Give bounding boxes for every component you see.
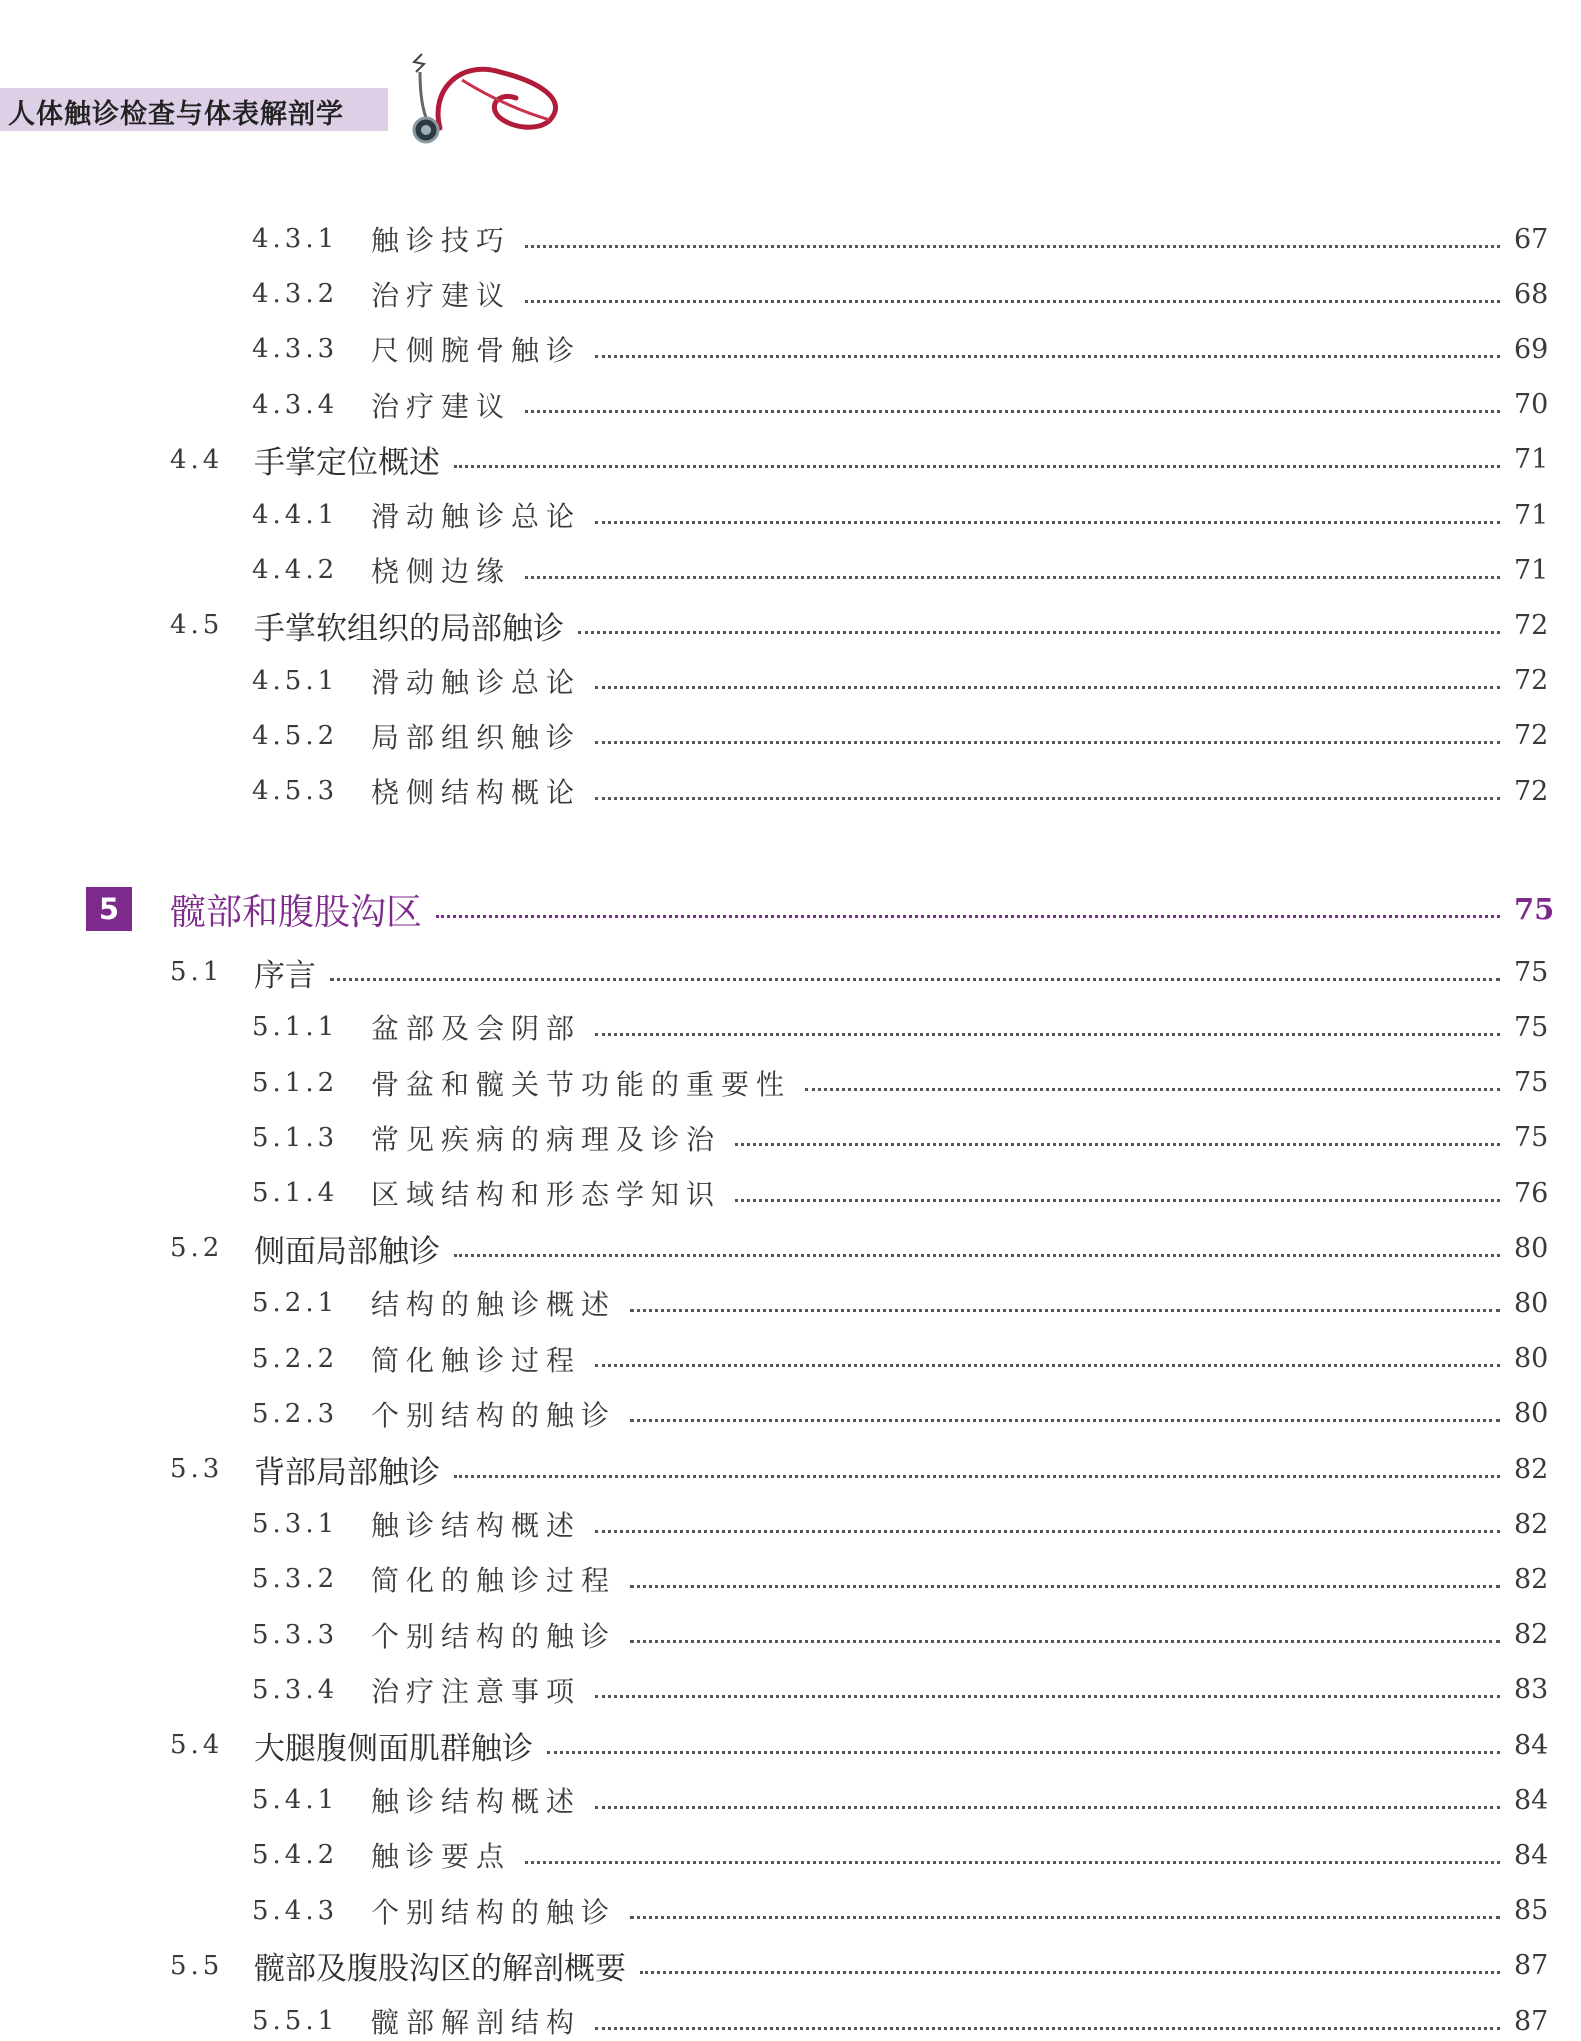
toc-entry-row[interactable] (252, 661, 1548, 701)
toc-entry-number: 5.3.4 (252, 1674, 339, 1705)
toc-entry-title: 区域结构和形态学知识 (371, 1178, 722, 1211)
toc-entry-title: 桡侧结构概论 (371, 776, 582, 809)
dot-leader (595, 1695, 1500, 1698)
dot-leader (595, 741, 1500, 744)
toc-entry-title: 常见疾病的病理及诊治 (371, 1122, 722, 1156)
toc-entry-number: 5.2 (170, 1233, 224, 1264)
toc-entry-number: 4.4 (170, 444, 224, 475)
toc-page-number: 69 (1514, 333, 1549, 365)
toc-entry-number: 4.5 (170, 610, 224, 641)
dot-leader (595, 355, 1500, 358)
toc-entry-number: 5.4 (170, 1730, 224, 1760)
dot-leader (436, 915, 1500, 918)
toc-page-number: 72 (1514, 775, 1549, 807)
toc-entry-row[interactable] (252, 1780, 1548, 1820)
toc-entry-number: 4.3.4 (252, 389, 339, 420)
toc-entry-title: 大腿腹侧面肌群触诊 (254, 1730, 533, 1767)
toc-entry-number: 5.4.2 (252, 1840, 339, 1871)
toc-page-number: 72 (1514, 720, 1549, 752)
toc-entry-number: 5.3.1 (252, 1509, 339, 1540)
toc-entry-row[interactable] (252, 1063, 1548, 1103)
toc-page-number: 75 (1514, 1122, 1549, 1154)
toc-entry-title: 简化触诊过程 (371, 1343, 582, 1377)
toc-entry-number: 4.5.3 (252, 776, 339, 806)
toc-entry-row[interactable] (252, 1339, 1548, 1379)
toc-entry-row[interactable] (252, 219, 1548, 259)
toc-page-number: 87 (1514, 2005, 1549, 2037)
toc-entry-title: 局部组织触诊 (371, 720, 582, 754)
toc-entry-title: 个别结构的触诊 (371, 1619, 617, 1653)
toc-entry-row[interactable] (252, 1118, 1548, 1158)
dot-leader (630, 1419, 1500, 1422)
chapter-title: 髋部和腹股沟区 (170, 891, 423, 933)
toc-entry-number: 5.1.4 (252, 1178, 339, 1208)
toc-entry-number: 4.5.2 (252, 720, 339, 751)
toc-entry-row[interactable] (170, 440, 1548, 480)
dot-leader (525, 410, 1500, 413)
dot-leader (595, 1530, 1500, 1533)
toc-entry-title: 背部局部触诊 (254, 1454, 440, 1491)
toc-entry-row[interactable] (252, 1670, 1548, 1710)
toc-entry-row[interactable] (170, 952, 1548, 992)
toc-page-number: 72 (1514, 665, 1549, 697)
toc-page-number: 72 (1514, 609, 1549, 641)
dot-leader (525, 245, 1500, 248)
toc-entry-row[interactable] (252, 1559, 1548, 1599)
toc-entry-number: 5.2.3 (252, 1398, 339, 1429)
toc-entry-number: 5.5.1 (252, 2006, 339, 2036)
toc-entry-number: 4.4.2 (252, 555, 339, 586)
toc-page-number: 85 (1514, 1895, 1549, 1927)
toc-page-number: 84 (1514, 1729, 1549, 1761)
toc-page-number: 87 (1514, 1950, 1549, 1982)
dot-leader (630, 1640, 1500, 1643)
toc-entry-number: 5.1.1 (252, 1012, 339, 1043)
toc-entry-title: 触诊要点 (371, 1840, 512, 1874)
toc-entry-row[interactable] (252, 385, 1548, 425)
dot-leader (630, 1309, 1500, 1312)
toc-page-number: 82 (1514, 1453, 1549, 1485)
dot-leader (578, 631, 1500, 634)
toc-page-number: 80 (1514, 1398, 1549, 1430)
toc-entry-number: 4.3.2 (252, 279, 339, 310)
toc-page-number: 75 (1514, 956, 1549, 988)
toc-entry-row[interactable] (252, 495, 1548, 535)
toc-entry-title: 手掌定位概述 (254, 445, 440, 482)
chapter-number-badge: 5 (86, 887, 132, 931)
dot-leader (630, 1585, 1500, 1588)
toc-page-number: 71 (1514, 499, 1549, 531)
toc-page-number: 75 (1514, 892, 1555, 927)
toc-entry-title: 治疗建议 (371, 389, 512, 423)
toc-page-number: 82 (1514, 1563, 1549, 1595)
toc-entry-number: 5.3.3 (252, 1619, 339, 1650)
toc-entry-row[interactable] (170, 1946, 1548, 1986)
dot-leader (525, 576, 1500, 579)
toc-entry-row[interactable] (252, 716, 1548, 756)
toc-entry-number: 4.3.1 (252, 224, 339, 254)
toc-page-number: 67 (1514, 223, 1549, 255)
toc-page-number: 84 (1514, 1839, 1549, 1871)
toc-entry-title: 尺侧腕骨触诊 (371, 334, 582, 368)
toc-entry-row[interactable] (170, 1449, 1548, 1489)
toc-entry-row[interactable] (252, 329, 1548, 369)
dot-leader (595, 1806, 1500, 1809)
toc-entry-row[interactable] (252, 771, 1548, 811)
dot-leader (330, 978, 1500, 981)
toc-entry-row[interactable] (252, 1615, 1548, 1655)
toc-entry-row[interactable] (252, 1283, 1548, 1323)
toc-entry-number: 5.5 (170, 1950, 224, 1981)
toc-page-number: 75 (1514, 1067, 1549, 1099)
toc-page-number: 82 (1514, 1508, 1549, 1540)
toc-entry-number: 5.1.3 (252, 1122, 339, 1153)
dot-leader (525, 1861, 1500, 1864)
toc-entry-number: 5.3 (170, 1454, 224, 1484)
dot-leader (735, 1143, 1500, 1146)
toc-entry-title: 盆部及会阴部 (371, 1012, 582, 1046)
toc-page-number: 76 (1514, 1177, 1549, 1209)
toc-entry-row[interactable] (252, 1835, 1548, 1875)
toc-page-number: 71 (1514, 554, 1549, 586)
dot-leader (595, 686, 1500, 689)
toc-entry-title: 触诊结构概述 (371, 1509, 582, 1543)
toc-entry-title: 触诊技巧 (371, 224, 512, 257)
toc-entry-title: 骨盆和髋关节功能的重要性 (371, 1067, 792, 1101)
toc-entry-title: 触诊结构概述 (371, 1785, 582, 1819)
toc-entry-row[interactable] (252, 1504, 1548, 1544)
toc-entry-number: 5.3.2 (252, 1564, 339, 1595)
toc-entry-row[interactable] (170, 605, 1548, 645)
toc-chapter-row[interactable] (86, 884, 1555, 934)
toc-entry-title: 髋部解剖结构 (371, 2006, 582, 2039)
toc-entry-title: 桡侧边缘 (371, 555, 512, 589)
dot-leader (454, 1475, 1500, 1478)
toc-entry-title: 序言 (254, 957, 316, 994)
toc-entry-title: 治疗建议 (371, 279, 512, 313)
toc-page-number: 71 (1514, 444, 1549, 476)
toc-entry-row[interactable] (252, 274, 1548, 314)
dot-leader (595, 1033, 1500, 1036)
dot-leader (547, 1751, 1500, 1754)
dot-leader (735, 1199, 1500, 1202)
dot-leader (630, 1916, 1500, 1919)
book-title: 人体触诊检查与体表解剖学 (8, 99, 344, 130)
toc-entry-title: 个别结构的触诊 (371, 1398, 617, 1432)
toc-entry-title: 侧面局部触诊 (254, 1233, 440, 1270)
toc-entry-number: 5.4.1 (252, 1785, 339, 1816)
dot-leader (805, 1088, 1500, 1091)
toc-entry-title: 滑动触诊总论 (371, 500, 582, 533)
toc-page-number: 83 (1514, 1674, 1549, 1706)
toc-entry-number: 5.4.3 (252, 1895, 339, 1926)
toc-entry-number: 5.2.2 (252, 1343, 339, 1374)
toc-page-number: 84 (1514, 1784, 1549, 1816)
toc-entry-number: 4.5.1 (252, 665, 339, 696)
toc-entry-title: 手掌软组织的局部触诊 (254, 610, 564, 647)
toc-page-number: 82 (1514, 1619, 1549, 1651)
toc-entry-row[interactable] (170, 1228, 1548, 1268)
toc-entry-title: 滑动触诊总论 (371, 665, 582, 699)
dot-leader (595, 1364, 1500, 1367)
dot-leader (595, 521, 1500, 524)
dot-leader (454, 1254, 1500, 1257)
toc-entry-number: 4.4.1 (252, 500, 339, 530)
toc-page-number: 80 (1514, 1232, 1549, 1264)
toc-entry-title: 简化的触诊过程 (371, 1564, 617, 1598)
toc-entry-title: 治疗注意事项 (371, 1674, 582, 1708)
toc-entry-number: 5.2.1 (252, 1288, 339, 1319)
toc-entry-number: 5.1.2 (252, 1067, 339, 1098)
dot-leader (640, 1971, 1500, 1974)
toc-entry-row[interactable] (252, 550, 1548, 590)
dot-leader (525, 300, 1500, 303)
toc-page-number: 70 (1514, 389, 1549, 421)
dot-leader (595, 797, 1500, 800)
toc-entry-row[interactable] (252, 1007, 1548, 1047)
toc-entry-row[interactable] (252, 1891, 1548, 1931)
toc-entry-title: 髋部及腹股沟区的解剖概要 (254, 1951, 626, 1988)
toc-entry-title: 结构的触诊概述 (371, 1288, 617, 1322)
dot-leader (595, 2027, 1500, 2030)
dot-leader (454, 465, 1500, 468)
toc-page-number: 80 (1514, 1343, 1549, 1375)
toc-entry-number: 4.3.3 (252, 334, 339, 365)
toc-entry-row[interactable] (252, 2001, 1548, 2041)
toc-page-number: 75 (1514, 1011, 1549, 1043)
toc-page-number: 68 (1514, 278, 1549, 310)
toc-entry-row[interactable] (252, 1394, 1548, 1434)
toc-entry-row[interactable] (170, 1725, 1548, 1765)
toc-entry-row[interactable] (252, 1173, 1548, 1213)
toc-page-number: 80 (1514, 1287, 1549, 1319)
toc-entry-number: 5.1 (170, 957, 224, 988)
toc-entry-title: 个别结构的触诊 (371, 1895, 617, 1929)
